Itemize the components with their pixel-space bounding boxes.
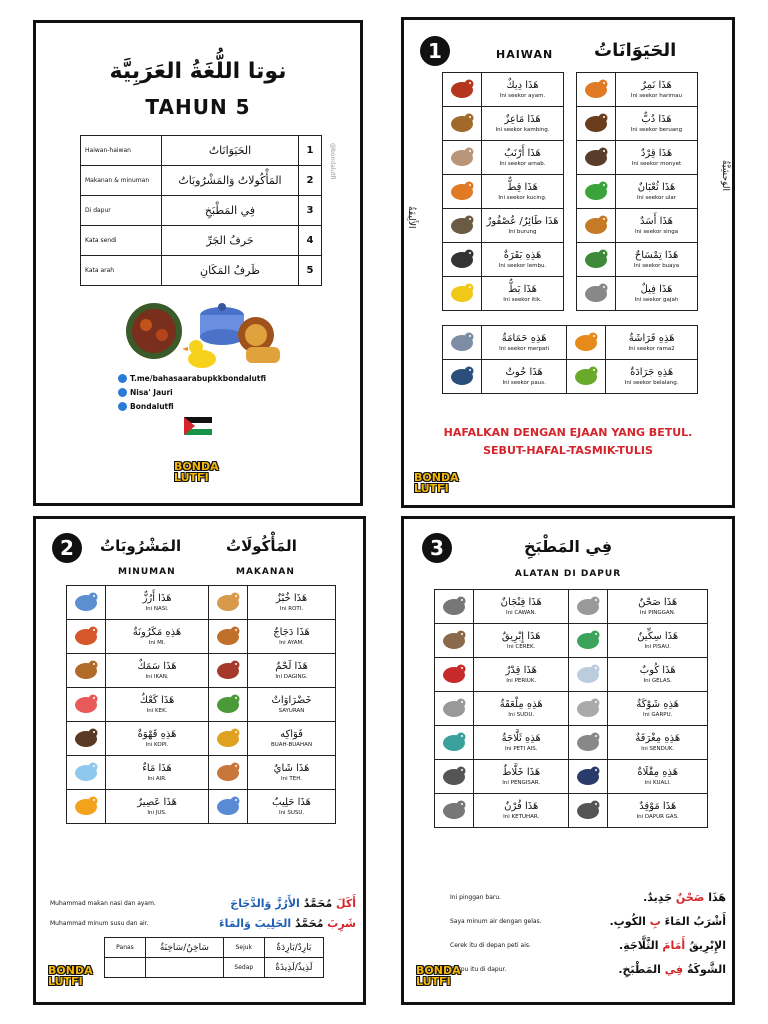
- tool-arabic: هَذَا إِبْرِيقٌ: [501, 630, 541, 642]
- item-malay: Ini JUS.: [147, 809, 167, 816]
- sentence-malay: Muhammad makan nasi dan ayam.: [50, 899, 156, 907]
- crocodile-icon: [581, 245, 611, 271]
- tool-arabic: هَذِهِ مِغْرَفَةٌ: [635, 732, 681, 744]
- animal-malay: Ini seekor merpati: [499, 345, 550, 352]
- table-of-contents: [80, 135, 322, 286]
- animal-malay: Ini seekor ular: [636, 194, 677, 201]
- bear-icon: [581, 109, 611, 135]
- cover-title-arabic: نوتا اللُّغَةُ العَرَبِيَّة: [109, 59, 287, 84]
- plate-icon: [573, 592, 603, 618]
- table-row: [577, 141, 698, 175]
- sentence-highlight: صَحْنٌ: [675, 890, 705, 904]
- tool-malay: Ini GARPU.: [643, 711, 673, 718]
- grasshopper-icon: [571, 362, 601, 388]
- social-links: [118, 371, 266, 413]
- item-arabic: هَذِهِ قَهْوَةٌ: [137, 728, 177, 740]
- knife-icon: [573, 626, 603, 652]
- elephant-icon: [581, 279, 611, 305]
- table-row: [443, 360, 698, 394]
- rice-bowl-icon: [71, 588, 101, 614]
- tool-malay: Ini PISAU.: [644, 643, 671, 650]
- noodle-icon: [71, 622, 101, 648]
- section-label-arabic: الحَيَوَانَاتُ: [594, 40, 677, 61]
- drinks-heading-latin: MINUMAN: [118, 567, 176, 577]
- tool-malay: Ini GELAS.: [643, 677, 672, 684]
- water-glass-icon: [71, 758, 101, 784]
- table-row: [443, 326, 698, 360]
- item-arabic: هَذَا حَلِيبٌ: [272, 796, 311, 808]
- side-label-pets: الأَلِيفَةُ: [406, 206, 416, 229]
- sentence-post: الثَّلَّاجَةِ.: [619, 938, 659, 952]
- tool-malay: Ini KETUHAR.: [503, 813, 540, 820]
- sentence-row: [416, 957, 726, 981]
- social-link[interactable]: [118, 399, 266, 413]
- pigeon-icon: [447, 328, 477, 354]
- tool-arabic: هَذَا مَوْقِدٌ: [639, 800, 677, 812]
- table-row: [577, 73, 698, 107]
- sentence-highlight: فِي: [664, 962, 684, 976]
- item-arabic: هَذِهِ مَكَرُونَةٌ: [132, 626, 182, 638]
- tool-malay: Ini DAPUR GAS.: [636, 813, 679, 820]
- table-row: [67, 688, 336, 722]
- section-label-latin: HAIWAN: [496, 48, 554, 61]
- table-row: [67, 722, 336, 756]
- adjective-arabic: بَارِدٌ/بَارِدَةٌ: [264, 938, 323, 958]
- cooking-pot-icon: [200, 303, 244, 345]
- fish-icon: [71, 656, 101, 682]
- tiger-icon: [581, 75, 611, 101]
- table-row: [443, 209, 564, 243]
- food-heading-arabic: المَأْكُولَاتُ: [226, 537, 297, 555]
- instruction-line-1: HAFALKAN DENGAN EJAAN YANG BETUL.: [443, 426, 693, 439]
- lion-icon: [581, 211, 611, 237]
- table-row: [577, 243, 698, 277]
- sentence-row: [50, 913, 356, 933]
- animal-malay: Ini seekor belalang.: [624, 379, 679, 386]
- example-sentences: [50, 893, 356, 933]
- table-row: [577, 175, 698, 209]
- palestine-flag-icon: [184, 417, 212, 435]
- sentence-row: [416, 933, 726, 957]
- table-row: [67, 790, 336, 824]
- glass-icon: [573, 660, 603, 686]
- adjective-arabic: لَذِيذٌ/لَذِيذَةٌ: [264, 958, 323, 978]
- telegram-icon: [118, 374, 127, 383]
- toc-malay: Kata arah: [81, 256, 162, 286]
- toc-row: [81, 136, 322, 166]
- item-malay: Ini SUSU.: [278, 809, 305, 816]
- table-row: [443, 175, 564, 209]
- sentence-post: جَدِيدٌ.: [643, 890, 673, 904]
- bread-icon: [213, 588, 243, 614]
- animal-arabic: هَذَا ثُعْبَانٌ: [637, 181, 676, 193]
- animal-malay: Ini seekor beruang: [630, 126, 683, 133]
- goat-icon: [447, 109, 477, 135]
- sentence-row: [50, 893, 356, 913]
- toc-arabic: المَأْكُولاتُ وَالمَشْرُوبَاتُ: [162, 166, 299, 196]
- kitchen-card: [401, 516, 735, 1005]
- animal-arabic: هَذِهِ فَرَاشَةٌ: [628, 332, 675, 344]
- gas-stove-icon: [573, 796, 603, 822]
- adjective-malay: Sedap: [223, 958, 264, 978]
- item-malay: Ini IKAN.: [145, 673, 169, 680]
- animal-arabic: هَذَا أَسَدٌ: [640, 215, 673, 227]
- kitchen-subtitle: ALATAN DI DAPUR: [514, 569, 622, 579]
- adjective-arabic: [146, 958, 224, 978]
- sentence-post: الكُوبِ.: [609, 914, 646, 928]
- tool-malay: Ini PINGGAN.: [639, 609, 676, 616]
- table-row: [443, 107, 564, 141]
- animal-arabic: هَذِهِ حَمَامَةٌ: [501, 332, 547, 344]
- pot-icon: [439, 660, 469, 686]
- sentence-post: المَطْبَخِ.: [618, 962, 661, 976]
- cover-illustrations: [124, 293, 284, 373]
- animal-malay: Ini seekor gajah: [634, 296, 679, 303]
- animal-malay: Ini seekor rama2: [628, 345, 675, 352]
- tool-arabic: هَذَا كُوبٌ: [639, 664, 676, 676]
- blender-icon: [439, 762, 469, 788]
- food-drinks-card: [33, 516, 366, 1005]
- bonda-lutfi-logo: BONDA LUTFI: [414, 471, 459, 495]
- toc-malay: Di dapur: [81, 196, 162, 226]
- wok-icon: [573, 762, 603, 788]
- table-row: [577, 209, 698, 243]
- vegetables-icon: [213, 690, 243, 716]
- animal-malay: Ini seekor arnab.: [499, 160, 546, 167]
- pets-table: [442, 72, 564, 311]
- adjective-malay: [105, 958, 146, 978]
- sentence-pre: الإِبْرِيقُ: [689, 938, 726, 952]
- instruction-line-2: SEBUT-HAFAL-TASMIK-TULIS: [483, 444, 653, 457]
- animal-arabic: هَذَا أَرْنَبٌ: [504, 147, 541, 159]
- item-malay: Ini KOPI.: [145, 741, 169, 748]
- sentence-verb: شَرِبَ: [327, 916, 356, 930]
- item-arabic: هَذَا عَصِيرٌ: [137, 796, 177, 808]
- item-arabic: هَذَا شَايٌ: [273, 762, 310, 774]
- item-malay: Ini AIR.: [147, 775, 167, 782]
- item-arabic: هَذَا لَحْمٌ: [275, 660, 308, 672]
- animal-arabic: هَذَا مَاعِزٌ: [504, 113, 541, 125]
- item-arabic: هَذَا سَمَكٌ: [137, 660, 177, 672]
- tool-arabic: هَذِهِ مِقْلَاةٌ: [637, 766, 678, 778]
- toc-malay: Kata sendi: [81, 226, 162, 256]
- tool-arabic: هَذَا خَلَّاطٌ: [502, 766, 541, 778]
- animal-malay: Ini seekor ayam.: [499, 92, 546, 99]
- teacup-icon: [439, 592, 469, 618]
- coffee-icon: [71, 724, 101, 750]
- item-malay: Ini ROTI.: [279, 605, 304, 612]
- tea-icon: [213, 758, 243, 784]
- tool-malay: Ini CAWAN.: [505, 609, 537, 616]
- tool-malay: Ini KUALI.: [644, 779, 671, 786]
- oven-icon: [439, 796, 469, 822]
- table-row: [435, 692, 708, 726]
- sentence-pre: أَشْرَبُ المَاءَ: [664, 914, 726, 928]
- table-row: [435, 590, 708, 624]
- sentence-pre: هَذَا: [708, 890, 726, 904]
- tool-malay: Ini CEREK.: [507, 643, 536, 650]
- cat-icon: [447, 177, 477, 203]
- sentence-malay: Muhammad minum susu dan air.: [50, 919, 149, 927]
- tool-malay: Ini PENGISAR.: [502, 779, 541, 786]
- item-malay: Ini KEK.: [146, 707, 168, 714]
- cover-title-latin: TAHUN 5: [145, 95, 251, 119]
- tool-malay: Ini SUDU.: [508, 711, 535, 718]
- toc-malay: Makanan & minuman: [81, 166, 162, 196]
- sentence-subject: مُحَمَّدٌ: [294, 916, 324, 930]
- example-sentences: [416, 885, 726, 981]
- sentence-row: [416, 909, 726, 933]
- tool-arabic: هَذِهِ ثَلَّاجَةٌ: [501, 732, 541, 744]
- sentence-highlight: بِ: [649, 914, 661, 928]
- table-row: [67, 654, 336, 688]
- section-number-badge: 3: [422, 533, 452, 563]
- tool-arabic: هَذِهِ مِلْعَقَةٌ: [499, 698, 543, 710]
- table-row: [443, 277, 564, 311]
- snake-icon: [581, 177, 611, 203]
- fridge-icon: [439, 728, 469, 754]
- animal-malay: Ini seekor lembu.: [498, 262, 547, 269]
- toc-row: [81, 226, 322, 256]
- bonda-lutfi-logo: BONDA LUTFI: [174, 460, 219, 484]
- animal-arabic: هَذَا طَائِرٌ/ عُصْفُورٌ: [486, 215, 559, 227]
- social-link[interactable]: [118, 371, 266, 385]
- bird-icon: [447, 211, 477, 237]
- item-malay: Ini TEH.: [281, 775, 303, 782]
- table-row: [577, 277, 698, 311]
- table-row: [105, 958, 324, 978]
- drinks-heading-arabic: المَشْرُوبَاتُ: [100, 537, 182, 555]
- animal-arabic: هَذَا دِيكٌ: [506, 79, 539, 91]
- facebook-icon: [118, 388, 127, 397]
- animal-malay: Ini seekor harimau: [630, 92, 683, 99]
- table-row: [435, 726, 708, 760]
- toc-number: 4: [299, 226, 322, 256]
- item-arabic: هَذَا دَجَاجٌ: [273, 626, 310, 638]
- social-link-text: Bondalutfi: [130, 401, 174, 411]
- milk-icon: [213, 792, 243, 818]
- table-row: [435, 624, 708, 658]
- cake-icon: [71, 690, 101, 716]
- table-row: [443, 141, 564, 175]
- other-animals-table: [442, 325, 698, 394]
- food-heading-latin: MAKANAN: [236, 567, 295, 577]
- sentence-object: الحَلِيبَ وَالمَاءَ: [218, 916, 292, 930]
- tool-arabic: هَذَا سِكِّينٌ: [637, 630, 679, 642]
- item-malay: SAYURAN: [278, 707, 305, 714]
- sentence-verb: أَكَلَ: [336, 896, 356, 910]
- animal-arabic: هَذِهِ جَرَادَةٌ: [630, 366, 674, 378]
- animal-malay: Ini seekor buaya: [633, 262, 680, 269]
- toc-number: 2: [299, 166, 322, 196]
- sentence-highlight: أَمَامَ: [662, 938, 686, 952]
- sentence-malay: Saya minum air dengan gelas.: [450, 917, 542, 925]
- animals-card: [401, 17, 735, 508]
- toc-arabic: ظَرفُ المَكَانِ: [162, 256, 299, 286]
- roast-chicken-icon: [213, 622, 243, 648]
- section-number-badge: 2: [52, 533, 82, 563]
- sentence-subject: مُحَمَّدٌ: [303, 896, 333, 910]
- sentence-object: الأَرُزَّ وَالدَّجَاجَ: [230, 896, 300, 910]
- animal-arabic: هَذَا قِرْدٌ: [640, 147, 673, 159]
- fruits-icon: [213, 724, 243, 750]
- item-arabic: فَوَاكِه: [280, 728, 303, 740]
- sentence-malay: Ini pinggan baru.: [450, 893, 502, 901]
- duck-icon: [447, 279, 477, 305]
- toc-arabic: حَرفُ الجَرِّ: [162, 226, 299, 256]
- toc-row: [81, 256, 322, 286]
- animal-malay: Ini burung: [508, 228, 537, 235]
- item-malay: Ini MI.: [148, 639, 166, 646]
- animal-malay: Ini seekor paus.: [502, 379, 546, 386]
- animal-arabic: هَذِهِ بَقَرَةٌ: [503, 249, 542, 261]
- item-arabic: هَذَا كَعْكٌ: [139, 694, 175, 706]
- toc-row: [81, 166, 322, 196]
- cow-icon: [447, 245, 477, 271]
- cover-card: [33, 20, 363, 506]
- bonda-lutfi-logo: BONDA LUTFI: [48, 964, 93, 988]
- animal-arabic: هَذَا دُبٌّ: [641, 113, 672, 125]
- whale-icon: [447, 362, 477, 388]
- item-arabic: خَضْرَاوَاتٌ: [271, 694, 312, 706]
- watermark: @bondalutfi: [329, 143, 336, 180]
- tiktok-icon: [118, 402, 127, 411]
- toc-arabic: فِي المَطْبَخِ: [162, 196, 299, 226]
- lion-icon: [238, 317, 280, 363]
- item-malay: Ini DAGING.: [275, 673, 308, 680]
- table-row: [443, 73, 564, 107]
- animal-arabic: هَذَا تِمْسَاحٌ: [634, 249, 679, 261]
- animal-arabic: هَذَا حُوتٌ: [505, 366, 543, 378]
- tool-arabic: هَذِهِ شَوْكَةٌ: [636, 698, 679, 710]
- tool-arabic: هَذَا فِنْجَانٌ: [500, 596, 542, 608]
- toc-row: [81, 196, 322, 226]
- sentence-pre: الشَّوكَةُ: [686, 962, 726, 976]
- item-arabic: هَذَا خُبْزٌ: [275, 592, 308, 604]
- toc-number: 3: [299, 196, 322, 226]
- social-link-text: Nisa' Jauri: [130, 387, 173, 397]
- tool-arabic: هَذَا فُرْنٌ: [504, 800, 539, 812]
- kettle-icon: [439, 626, 469, 652]
- adjectives-table: [104, 937, 324, 978]
- food-drinks-table: [66, 585, 336, 824]
- item-malay: BUAH-BUAHAN: [271, 741, 313, 748]
- item-arabic: هَذَا أَرُزٌّ: [142, 592, 172, 604]
- meat-icon: [213, 656, 243, 682]
- rabbit-icon: [447, 143, 477, 169]
- kitchen-title-arabic: فِي المَطْبَخِ: [523, 537, 613, 556]
- toc-number: 1: [299, 136, 322, 166]
- social-link[interactable]: [118, 385, 266, 399]
- table-row: [577, 107, 698, 141]
- ladle-icon: [573, 728, 603, 754]
- animal-arabic: هَذَا بَطٌّ: [508, 283, 537, 295]
- wild-animals-table: [576, 72, 698, 311]
- table-row: [67, 620, 336, 654]
- table-row: [435, 760, 708, 794]
- sentence-row: [416, 885, 726, 909]
- tool-malay: Ini SENDUK.: [641, 745, 675, 752]
- sentence-malay: Cerek itu di depan peti ais.: [450, 941, 531, 949]
- tool-malay: Ini PERIUK.: [506, 677, 537, 684]
- toc-number: 5: [299, 256, 322, 286]
- animal-malay: Ini seekor monyet: [631, 160, 682, 167]
- monkey-icon: [581, 143, 611, 169]
- animal-malay: Ini seekor itik.: [503, 296, 542, 303]
- juice-icon: [71, 792, 101, 818]
- bonda-lutfi-logo: BONDA LUTFI: [416, 964, 461, 988]
- animal-malay: Ini seekor kambing.: [495, 126, 550, 133]
- rubber-duck-icon: [182, 340, 216, 368]
- fork-icon: [573, 694, 603, 720]
- tool-malay: Ini PETI AIS.: [504, 745, 538, 752]
- sentence-malay: Garpu itu di dapur.: [450, 965, 507, 973]
- table-row: [67, 756, 336, 790]
- tool-arabic: هَذَا قِدْرٌ: [505, 664, 537, 676]
- table-row: [435, 658, 708, 692]
- animal-arabic: هَذَا قِطٌّ: [507, 181, 538, 193]
- table-row: [443, 243, 564, 277]
- spoon-icon: [439, 694, 469, 720]
- animal-malay: Ini seekor kucing.: [498, 194, 547, 201]
- food-plate-icon: [126, 303, 182, 359]
- adjective-malay: Sejuk: [223, 938, 264, 958]
- table-row: [105, 938, 324, 958]
- table-row: [435, 794, 708, 828]
- kitchen-tools-table: [434, 589, 708, 828]
- item-malay: Ini AYAM.: [279, 639, 304, 646]
- item-malay: Ini NASI.: [145, 605, 169, 612]
- toc-malay: Haiwan-haiwan: [81, 136, 162, 166]
- adjective-arabic: سَاخِنٌ/سَاخِنَةٌ: [146, 938, 224, 958]
- rooster-icon: [447, 75, 477, 101]
- toc-arabic: الحَيَوَانَاتُ: [162, 136, 299, 166]
- adjective-malay: Panas: [105, 938, 146, 958]
- animal-arabic: هَذَا نَمِرٌ: [641, 79, 672, 91]
- animal-arabic: هَذَا فِيلٌ: [640, 283, 673, 295]
- side-label-wild: الوَحشِيَّةُ: [720, 160, 730, 192]
- item-arabic: هَذَا مَاءٌ: [142, 762, 172, 774]
- animal-malay: Ini seekor singa: [634, 228, 679, 235]
- social-link-text: T.me/bahasaarabupkkbondalutfi: [130, 373, 267, 383]
- tool-arabic: هَذَا صَحْنٌ: [638, 596, 678, 608]
- butterfly-icon: [571, 328, 601, 354]
- table-row: [67, 586, 336, 620]
- section-number-badge: 1: [420, 36, 450, 66]
